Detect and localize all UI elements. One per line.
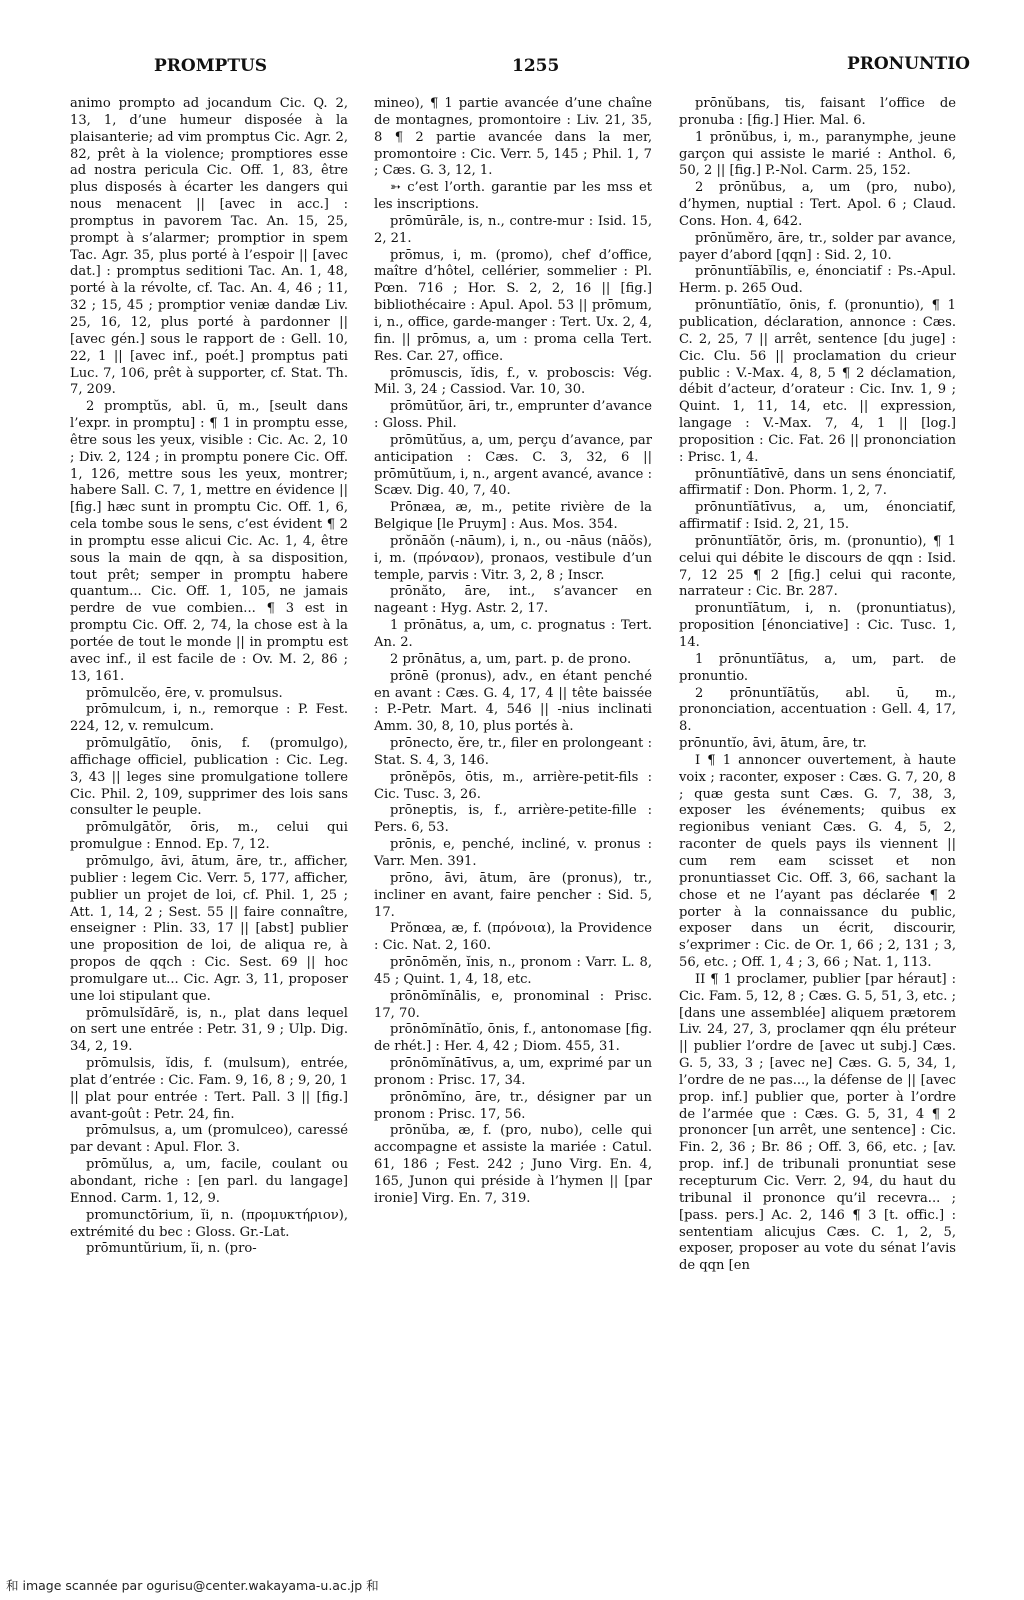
dictionary-entry: prōnuntĭātŏr, ōris, m. (pronuntio), ¶ 1 celui qui débite le discours de qqn : Isid. 7, 12 25 ¶ 2 [fig.] celui qui raconte, narrateur : Cic. Br. 287. (679, 533, 956, 600)
dictionary-entry: animo prompto ad jocandum Cic. Q. 2, 13, 1, d’une humeur disposée à la plaisanterie; ad vim promptus Cic. Agr. 2, 82, prêt à la violence; promptiores esse ad nostra pericula Cic. Off. 1, 83, être plus disposés à écarter les dangers qui nous menacent || [avec in acc.] : promptus in pavorem Tac. An. 15, 25, prompt à s’alarmer; promptior in spem Tac. Agr. 35, plus porté à l’espoir || [avec dat.] : promptus seditioni Tac. An. 1, 48, porté à la révolte, cf. Tac. An. 4, 46 ; 11, 32 ; 15, 45 ; promptior veniæ dandæ Liv. 25, 16, 12, plus porté à pardonner || [avec gén.] sous le rapport de : Gell. 10, 22, 1 || [avec inf., poét.] promptus pati Luc. 7, 106, prêt à supporter, cf. Stat. Th. 7, 209. (70, 96, 348, 398)
dictionary-entry: prŏnāŏn (-nāum), i, n., ou -nāus (nāŏs), i, m. (πρόναον), pronaos, vestibule d’un temple, parvis : Vitr. 3, 2, 8 ; Inscr. (374, 533, 652, 583)
header-left-word: PROMPTUS (154, 56, 268, 76)
dictionary-entry: prōmulcum, i, n., remorque : P. Fest. 224, 12, v. remulcum. (70, 702, 348, 735)
column-left (70, 96, 348, 1258)
dictionary-entry: prōnōmĭno, āre, tr., désigner par un pronom : Prisc. 17, 56. (374, 1089, 652, 1122)
dictionary-entry: prōnē (pronus), adv., en étant penché en avant : Cæs. G. 4, 17, 4 || tête baissée : P.-Petr. Mart. 4, 546 || -nius inclinati Amm. 30, 8, 10, plus portés à. (374, 668, 652, 735)
header-right-word: PRONUNTIO (846, 54, 970, 74)
dictionary-entry: prōnuntĭātĭo, ōnis, f. (pronuntio), ¶ 1 publication, déclaration, annonce : Cæs. C. 2, 25, 7 || arrêt, sentence [du juge] : Cic. Clu. 56 || proclamation du crieur public : V.-Max. 4, 8, 5 ¶ 2 déclamation, débit d’acteur, d’orateur : Cic. Inv. 1, 9 ; Quint. 1, 11, 14, etc. || expression, langage : V.-Max. 7, 4, 1 || [log.] proposition : Cic. Fat. 26 || prononciation : Prisc. 1, 4. (679, 298, 956, 465)
dictionary-entry: pronuntĭātum, i, n. (pronuntiatus), proposition [énonciative] : Cic. Tusc. 1, 14. (679, 601, 956, 650)
dictionary-entry: prōnōmĭnātĭo, ōnis, f., antonomase [fig. de rhét.] : Her. 4, 42 ; Diom. 455, 31. (374, 1022, 652, 1055)
dictionary-entry: Prŏnœa, æ, f. (πρόνοια), la Providence : Cic. Nat. 2, 160. (374, 921, 652, 954)
column-middle (374, 96, 652, 1208)
dictionary-entry: prōnŭba, æ, f. (pro, nubo), celle qui accompagne et assiste la mariée : Catul. 61, 186 ; Fest. 242 ; Juno Virg. En. 4, 165, Junon qui préside à l’hymen || [par ironie] Virg. En. 7, 319. (374, 1123, 652, 1206)
dictionary-entry: prōmulgātĭo, ōnis, f. (promulgo), affichage officiel, publication : Cic. Leg. 3, 43 || leges sine promulgatione tollere Cic. Phil. 2, 109, supprimer des lois sans consulter le peuple. (70, 736, 348, 819)
dictionary-entry: prōnōmĭnālis, e, pronominal : Prisc. 17, 70. (374, 988, 652, 1021)
dictionary-entry: prōmuscis, ĭdis, f., v. proboscis: Vég. Mil. 3, 24 ; Cassiod. Var. 10, 30. (374, 365, 652, 398)
page-header (70, 50, 970, 82)
dictionary-entry: prōmus, i, m. (promo), chef d’office, maître d’hôtel, cellérier, sommelier : Pl. Pœn. 716 ; Hor. S. 2, 2, 16 || [fig.] bibliothécaire : Apul. Apol. 53 || prōmum, i, n., office, garde-manger : Tert. Ux. 2, 4, fin. || prōmus, a, um : proma cella Tert. Res. Car. 27, office. (374, 247, 652, 364)
dictionary-entry: 2 promptŭs, abl. ū, m., [seult dans l’expr. in promptu] : ¶ 1 in promptu esse, être sous les yeux, visible : Cic. Ac. 2, 10 ; Div. 2, 124 ; in promptu ponere Cic. Off. 1, 126, mettre sous les yeux, montrer; habere Sall. C. 7, 1, mettre en évidence || [fig.] hæc sunt in promptu Cic. Off. 1, 6, cela tombe sous le sens, c’est évident ¶ 2 in promptu esse alicui Cic. Ac. 1, 4, être sous la main de qqn, à sa disposition, tout prêt; semper in promptu habere quantum... Cic. Off. 1, 105, ne jamais perdre de vue combien... ¶ 3 est in promptu Cic. Off. 2, 74, la chose est à la portée de tout le monde || in promptu est avec inf., il est facile de : Ov. M. 2, 86 ; 13, 161. (70, 399, 348, 684)
dictionary-entry: prōneptis, is, f., arrière-petite-fille : Pers. 6, 53. (374, 803, 652, 836)
dictionary-entry: prōnuntĭābĭlis, e, énonciatif : Ps.-Apul. Herm. p. 265 Oud. (679, 264, 956, 297)
dictionary-entry: prōnĕpōs, ōtis, m., arrière-petit-fils : Cic. Tusc. 3, 26. (374, 769, 652, 802)
dictionary-entry: 1 prōnuntĭātus, a, um, part. de pronuntio. (679, 651, 956, 684)
page-number: 1255 (512, 56, 560, 76)
dictionary-entry: promunctōrium, ĭi, n. (προμυκτήριον), extrémité du bec : Gloss. Gr.-Lat. (70, 1207, 348, 1240)
dictionary-entry: prōmŭlus, a, um, facile, coulant ou abondant, riche : [en parl. du langage] Ennod. Carm. 1, 12, 9. (70, 1157, 348, 1206)
dictionary-entry: prōnōmĭnātīvus, a, um, exprimé par un pronom : Prisc. 17, 34. (374, 1056, 652, 1088)
dictionary-entry: prōmulgo, āvi, ātum, āre, tr., afficher, publier : legem Cic. Verr. 5, 177, afficher, publier un projet de loi, cf. Phil. 1, 25 ; Att. 1, 14, 2 ; Sest. 55 || faire connaître, enseigner : Plin. 33, 17 || [abst] publier une proposition de loi, de aliqua re, à propos de qqch : Cic. Sest. 69 || hoc promulgare ut... Cic. Agr. 3, 11, proposer une loi stipulant que. (70, 853, 348, 1004)
dictionary-entry: prōmulsĭdārĕ, is, n., plat dans lequel on sert une entrée : Petr. 31, 9 ; Ulp. Dig. 34, 2, 19. (70, 1005, 348, 1055)
scan-credit: 和 image scannée par ogurisu@center.wakayama-u.ac.jp 和 (6, 1578, 379, 1593)
dictionary-entry: ➳ c’est l’orth. garantie par les mss et les inscriptions. (374, 180, 652, 213)
dictionary-entry: prōno, āvi, ātum, āre (pronus), tr., incliner en avant, faire pencher : Sid. 5, 17. (374, 870, 652, 920)
dictionary-entry: mineo), ¶ 1 partie avancée d’une chaîne de montagnes, promontoire : Liv. 21, 35, 8 ¶ 2 partie avancée dans la mer, promontoire : Cic. Verr. 5, 145 ; Phil. 1, 7 ; Cæs. G. 3, 12, 1. (374, 96, 652, 179)
dictionary-entry: prōmulcĕo, ēre, v. promulsus. (86, 685, 283, 701)
dictionary-entry: 2 prōnŭbus, a, um (pro, nubo), d’hymen, nuptial : Tert. Apol. 6 ; Claud. Cons. Hon. 4, 642. (679, 180, 956, 229)
dictionary-entry: 1 prōnātus, a, um, c. prognatus : Tert. An. 2. (374, 618, 652, 650)
dictionary-entry: prōnuntĭo, āvi, ātum, āre, tr. (679, 736, 867, 752)
dictionary-entry: prōnis, e, penché, incliné, v. pronus : Varr. Men. 391. (374, 837, 652, 869)
dictionary-entry: prōnăto, āre, int., s’avancer en nageant : Hyg. Astr. 2, 17. (374, 584, 652, 617)
dictionary-entry: prōnŭmĕro, āre, tr., solder par avance, payer d’abord [qqn] : Sid. 2, 10. (679, 230, 956, 263)
dictionary-entry: Prōnæa, æ, m., petite rivière de la Belgique [le Pruym] : Aus. Mos. 354. (374, 500, 652, 533)
dictionary-entry: prōmūtŭor, āri, tr., emprunter d’avance : Gloss. Phil. (374, 399, 652, 432)
dictionary-entry: I ¶ 1 annoncer ouvertement, à haute voix ; raconter, exposer : Cæs. G. 7, 20, 8 ; quæ gesta sunt Cæs. G. 7, 38, 3, exposer les événements; quibus ex regionibus veniant Cæs. G. 4, 5, 2, raconter de quels pays ils viennent || cum rem eam scisset et non pronuntiasset Cic. Off. 3, 66, sachant la chose et ne l’ayant pas déclarée ¶ 2 porter à la connaissance du public, exposer dans un écrit, discourir, s’exprimer : Cic. de Or. 1, 66 ; 2, 131 ; 3, 56, etc. ; Off. 1, 4 ; 3, 66 ; Nat. 1, 113. (679, 752, 956, 971)
dictionary-entry: prōmulsus, a, um (promulceo), caressé par devant : Apul. Flor. 3. (70, 1123, 348, 1156)
column-right (679, 96, 956, 1275)
dictionary-entry: prōmūtŭus, a, um, perçu d’avance, par anticipation : Cæs. C. 3, 32, 6 || prōmūtŭum, i, n., argent avancé, avance : Scæv. Dig. 40, 7, 40. (374, 432, 652, 499)
dictionary-entry: prōmūrāle, is, n., contre-mur : Isid. 15, 2, 21. (374, 213, 652, 246)
dictionary-entry: prōnōmĕn, ĭnis, n., pronom : Varr. L. 8, 45 ; Quint. 1, 4, 18, etc. (374, 955, 652, 987)
dictionary-entry: prōmuntŭrium, ĭi, n. (pro- (86, 1241, 257, 1257)
dictionary-entry: II ¶ 1 proclamer, publier [par héraut] : Cic. Fam. 5, 12, 8 ; Cæs. G. 5, 51, 3, etc. ; [dans une assemblée] aliquem prætorem Liv. 24, 27, 3, proclamer qqn élu préteur || publier l’ordre de [avec ut subj.] Cæs. G. 5, 33, 3 ; [avec ne] Cæs. G. 5, 34, 1, l’ordre de ne pas..., la défense de || [avec prop. inf.] publier que, porter à l’ordre de l’armée que : Cæs. G. 5, 31, 4 ¶ 2 prononcer [un arrêt, une sentence] : Cic. Fin. 2, 36 ; Br. 86 ; Off. 3, 66, etc. ; [av. prop. inf.] de tribunali pronuntiat sese recepturum Cic. Verr. 2, 94, du haut du tribunal il prononce qu’il recevra... ; [pass. pers.] Ac. 2, 146 ¶ 3 [t. offic.] : sententiam alicujus Cæs. C. 1, 2, 5, exposer, proposer au vote du sénat l’avis de qqn [en (679, 971, 956, 1274)
dictionary-entry: prōnuntĭātīvē, dans un sens énonciatif, affirmatif : Don. Phorm. 1, 2, 7. (679, 466, 956, 499)
dictionary-entry: prōmulsis, ĭdis, f. (mulsum), entrée, plat d’entrée : Cic. Fam. 9, 16, 8 ; 9, 20, 1 || plat pour entrée : Tert. Pall. 3 || [fig.] avant-goût : Petr. 24, fin. (70, 1056, 348, 1122)
dictionary-entry: 2 prōnātus, a, um, part. p. de prono. (390, 651, 632, 667)
dictionary-entry: prōnecto, ĕre, tr., filer en prolongeant : Stat. S. 4, 3, 146. (374, 736, 652, 768)
dictionary-entry: prōnuntĭātīvus, a, um, énonciatif, affirmatif : Isid. 2, 21, 15. (679, 500, 956, 533)
dictionary-entry: 1 prōnŭbus, i, m., paranymphe, jeune garçon qui assiste le marié : Anthol. 6, 50, 2 || [fig.] P.-Nol. Carm. 25, 152. (679, 129, 956, 179)
dictionary-entry: 2 prōnuntĭātŭs, abl. ū, m., prononciation, accentuation : Gell. 4, 17, 8. (679, 685, 956, 735)
dictionary-entry: prōnŭbans, tis, faisant l’office de pronuba : [fig.] Hier. Mal. 6. (679, 96, 956, 128)
dictionary-entry: prōmulgātŏr, ōris, m., celui qui promulgue : Ennod. Ep. 7, 12. (70, 820, 348, 853)
